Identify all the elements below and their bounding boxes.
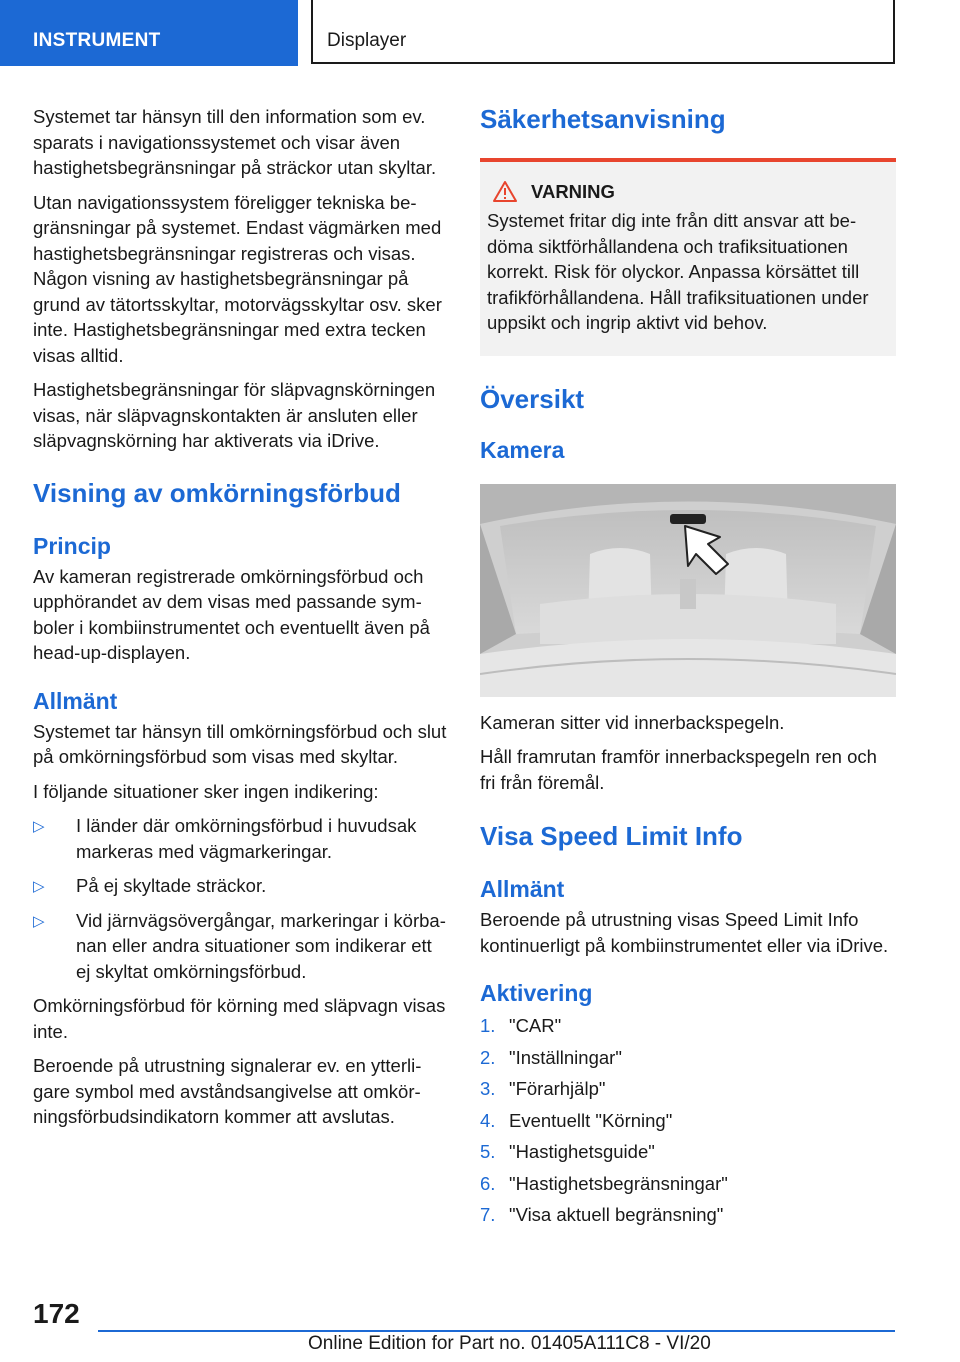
subheading-general: Allmänt <box>480 876 565 902</box>
list-item <box>33 873 449 899</box>
step-number: 5. <box>480 1141 496 1162</box>
section-heading-safety: Säkerhetsanvisning <box>480 104 726 134</box>
warning-header <box>487 180 888 204</box>
activation-steps <box>480 1013 896 1228</box>
step-text: "CAR" <box>509 1015 562 1036</box>
chapter-tab[interactable]: Displayer <box>311 0 895 64</box>
list-item-text: På ej skyltade sträckor. <box>76 875 267 896</box>
step-text: "Hastighetsbegränsningar" <box>509 1172 728 1194</box>
step-number: 3. <box>480 1078 496 1099</box>
triangle-bullet-icon: ▷ <box>33 818 45 835</box>
section-tab[interactable]: INSTRUMENT <box>0 0 298 66</box>
step-item <box>480 1076 896 1102</box>
paragraph: I följande situationer sker ingen indikering: <box>33 780 379 802</box>
paragraph: Hastighetsbegränsningar för släpvagnskörningen visas, när släpvagnskontakten är ansluten eller släpvagnskörning har aktiverats via iDrive. <box>33 379 436 451</box>
step-item <box>480 1013 896 1039</box>
step-item <box>480 1202 896 1228</box>
subheading-principle: Princip <box>33 532 111 559</box>
step-number: 4. <box>480 1109 496 1131</box>
paragraph: Systemet tar hänsyn till omkörningsförbud och slut på omkörningsförbud som visas med skyltar. <box>33 720 447 767</box>
bullet-list <box>33 813 449 984</box>
paragraph: Kameran sitter vid innerbackspegeln. <box>480 711 785 733</box>
step-text: Eventuellt "Körning" <box>509 1109 673 1131</box>
step-text: "Hastighetsguide" <box>509 1141 655 1162</box>
paragraph: Håll framrutan framför innerbackspegeln ren och fri från föremål. <box>480 746 877 793</box>
step-text: "Visa aktuell begränsning" <box>509 1204 724 1225</box>
footer-edition-link[interactable]: Online Edition for Part no. 01405A111C8 - VI/20 <box>308 1333 711 1354</box>
warning-label: VARNING <box>531 181 615 202</box>
subheading-camera: Kamera <box>480 436 565 463</box>
step-item <box>480 1171 896 1197</box>
section-heading-speed-limit-info: Visa Speed Limit Info <box>480 821 743 851</box>
step-item <box>480 1108 896 1134</box>
paragraph: Systemet tar hänsyn till den information som ev. sparats i navigationssystemet och visar även hastighetsbegränsningar på sträckor utan skyltar. <box>33 106 437 178</box>
triangle-bullet-icon: ▷ <box>33 912 45 930</box>
camera-location-image <box>480 484 896 697</box>
footer-divider <box>98 1330 895 1332</box>
warning-text: Systemet fritar dig inte från ditt ansvar att bedöma siktförhållandena och trafiksituationen korrekt. Risk för olyckor. Anpassa körsättet till trafikförhållandena. Håll trafiksituationen under uppsikt och ingrip aktivt vid behov. <box>487 210 869 333</box>
step-number: 6. <box>480 1172 496 1194</box>
step-number: 2. <box>480 1046 496 1068</box>
step-text: "Förarhjälp" <box>509 1078 606 1099</box>
step-number: 1. <box>480 1015 496 1036</box>
paragraph: Omkörningsförbud för körning med släpvagn visas inte. <box>33 995 446 1042</box>
page-header <box>0 0 960 66</box>
subheading-general: Allmänt <box>33 687 118 714</box>
step-text: "Inställningar" <box>509 1046 622 1068</box>
list-item-text: I länder där omkörningsförbud i huvudsak markeras med vägmarkeringar. <box>76 815 417 862</box>
page-number: 172 <box>33 1298 80 1329</box>
step-item <box>480 1045 896 1071</box>
list-item <box>33 908 449 985</box>
subheading-activation: Aktivering <box>480 980 593 1006</box>
list-item <box>33 813 449 864</box>
list-item-text: Vid järnvägsövergångar, markeringar i körbanan eller andra situationer som indikerar ett ej skyltat omkörningsförbud. <box>76 909 446 982</box>
triangle-bullet-icon: ▷ <box>33 878 45 895</box>
step-item <box>480 1139 896 1165</box>
paragraph: Beroende på utrustning signalerar ev. en ytterligare symbol med avståndsangivelse att omkörningsförbudsindikatorn kommer att avslutas. <box>33 1055 422 1127</box>
section-heading-overview: Översikt <box>480 383 585 414</box>
warning-box <box>480 158 896 356</box>
warning-triangle-icon <box>491 180 531 204</box>
section-heading-overtaking: Visning av omkörningsförbud <box>33 477 401 508</box>
paragraph: Av kameran registrerade omkörningsförbud och upphörandet av dem visas med passande symboler i kombiinstrumentet och eventuellt även på head-up-displayen. <box>33 565 430 663</box>
paragraph: Beroende på utrustning visas Speed Limit Info kontinuerligt på kombiinstrumentet eller via iDrive. <box>480 909 889 956</box>
step-number: 7. <box>480 1204 496 1225</box>
right-column <box>480 104 896 1234</box>
paragraph: Utan navigationssystem föreligger tekniska begränsningar på systemet. Endast vägmärken med hastighetsbegränsningar registreras och visas. Någon visning av hastighetsbegränsningar på grund av tätortsskyltar, motorvägsskyltar osv. sker inte. Hastighetsbegränsningar med extra tecken visas alltid. <box>33 191 442 366</box>
left-column <box>33 104 449 1139</box>
